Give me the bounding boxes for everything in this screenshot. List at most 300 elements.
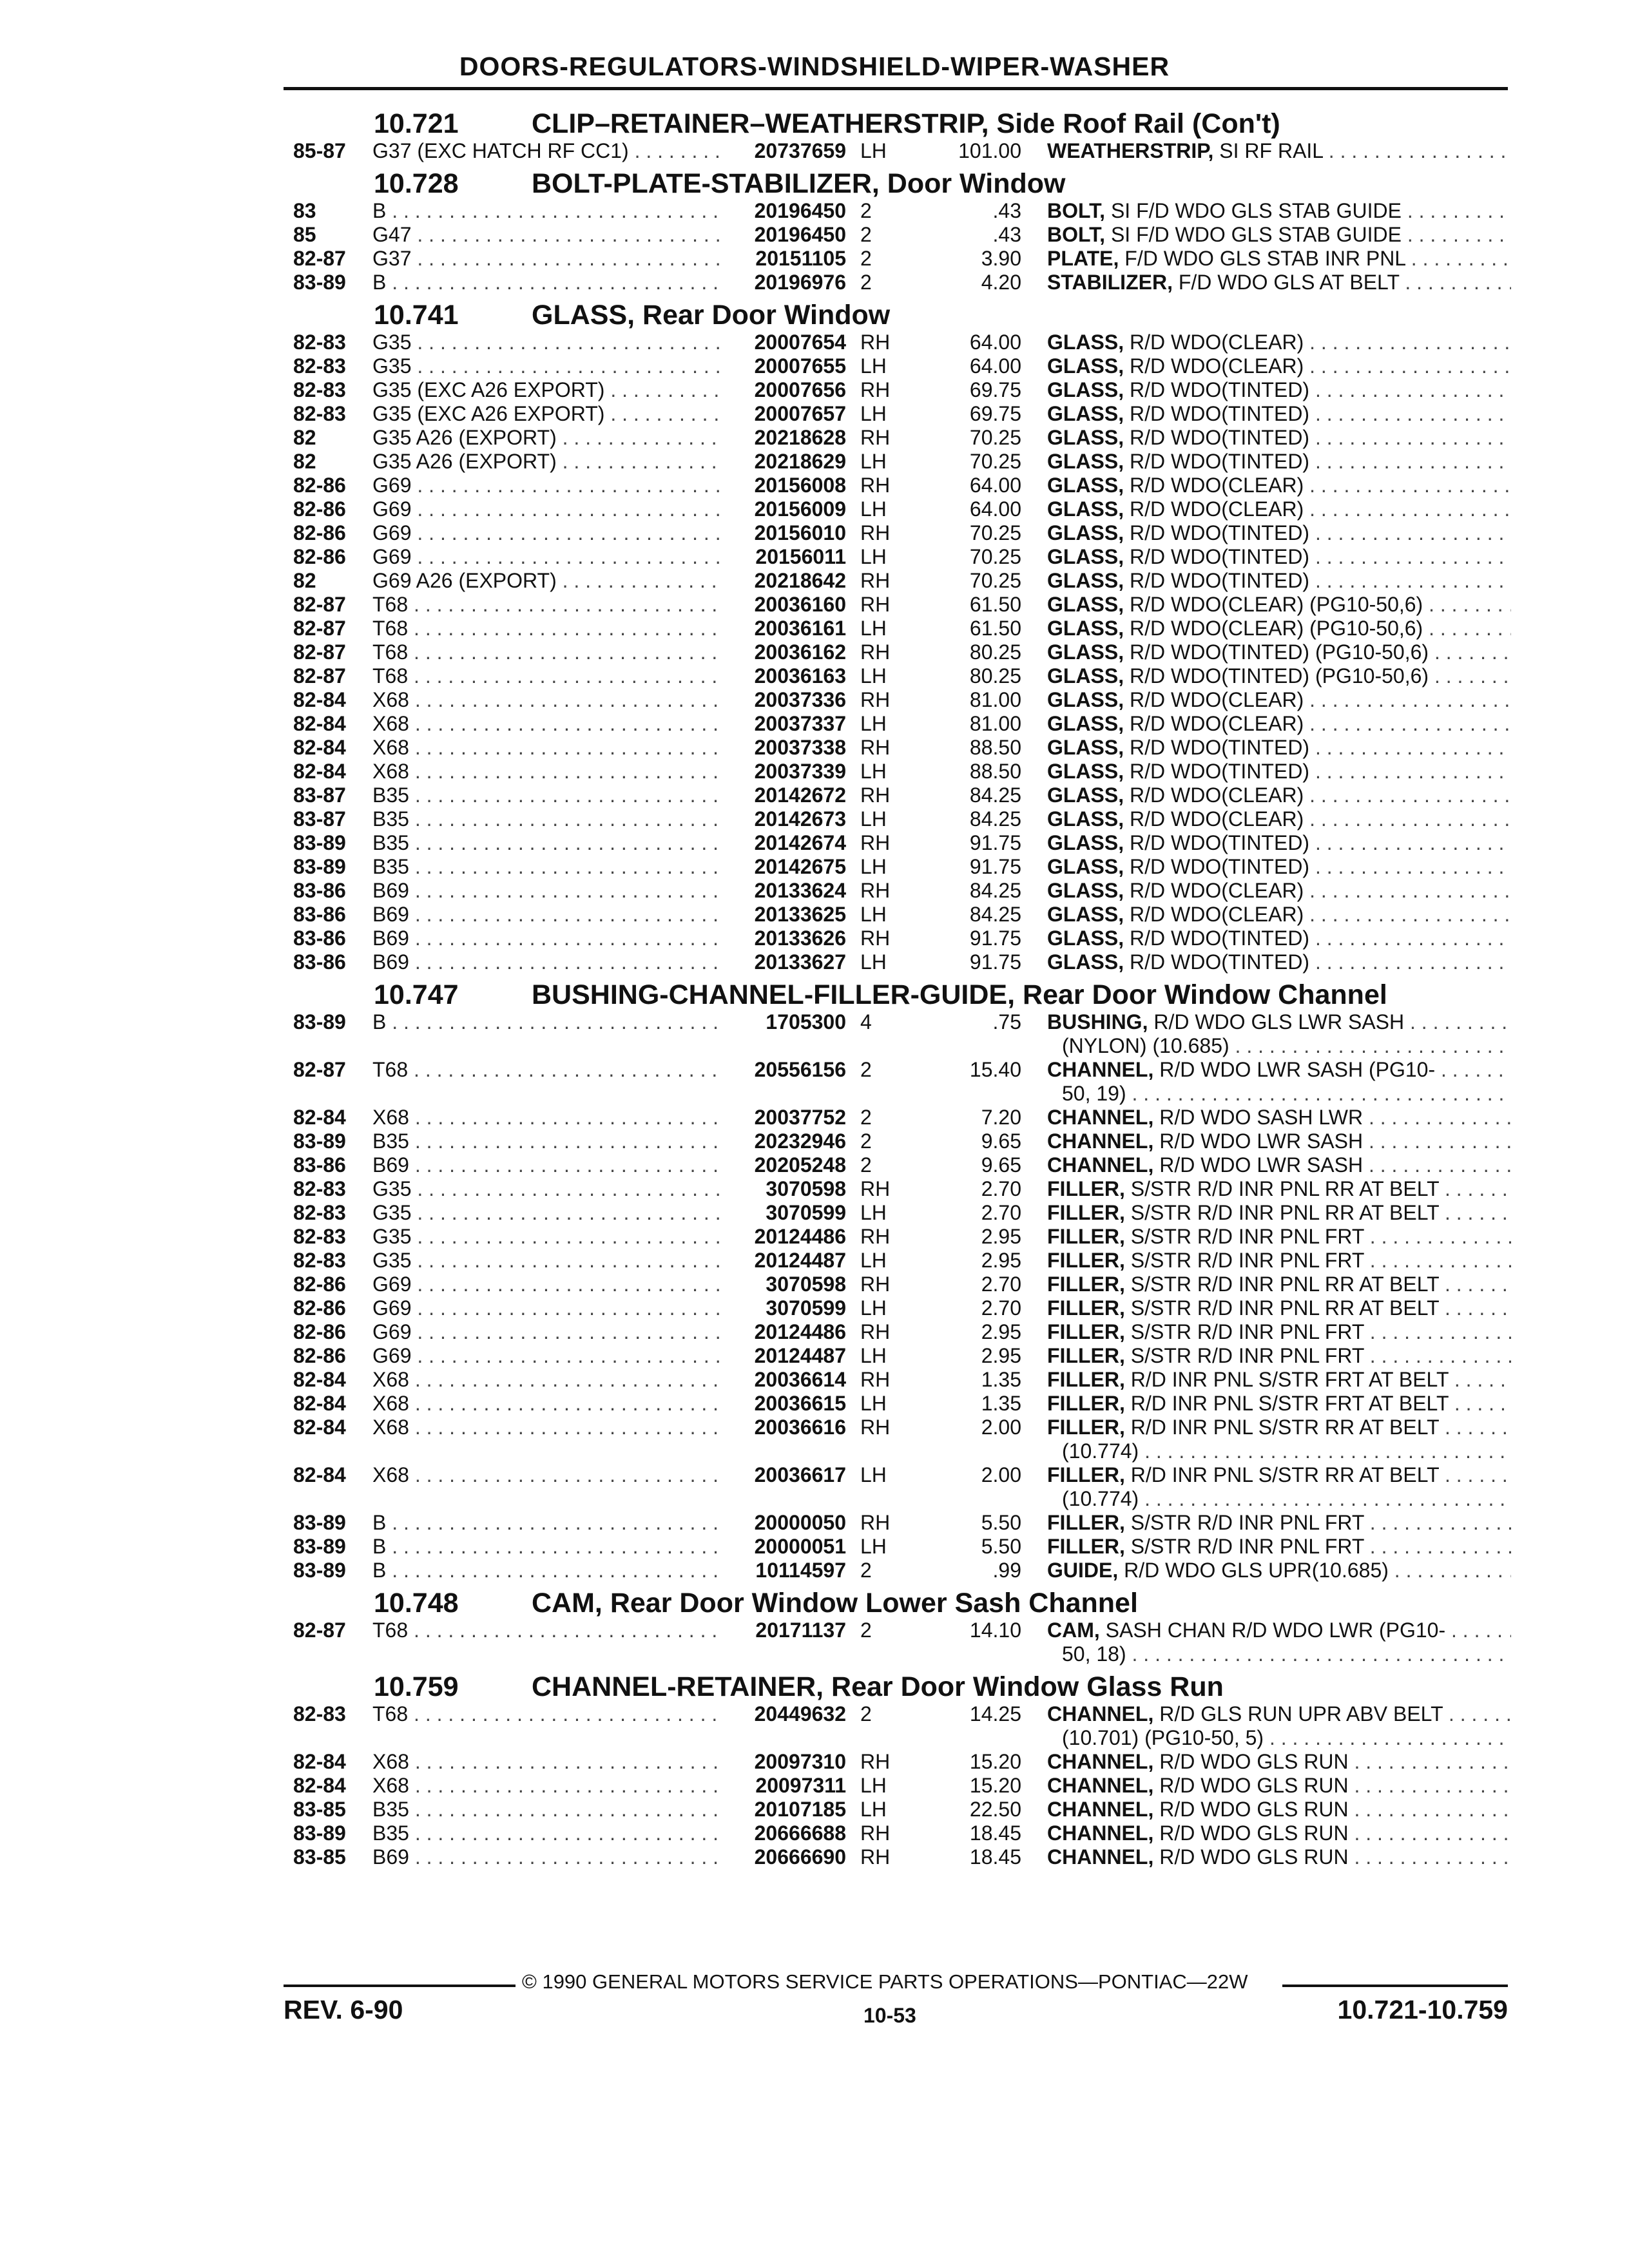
part-number: 20205248 [754,1153,846,1177]
model-years: 82-87 [293,640,346,664]
model-code: G35 . . . [372,1177,720,1201]
model-code: B35 . . . [372,807,720,831]
quantity-side: LH [860,1392,887,1415]
part-number: 20218629 [754,450,846,473]
part-description: WEATHERSTRIP, SI RF RAIL . . . [1047,139,1511,163]
part-description: FILLER, S/STR R/D INR PNL RR AT BELT . . . [1047,1273,1511,1296]
model-code: X68 . . . [372,760,720,783]
part-noun: CHANNEL, [1047,1798,1154,1821]
unit-price: 91.75 [969,950,1021,974]
part-noun: FILLER, [1047,1535,1125,1558]
quantity-side: 2 [860,271,872,294]
quantity-side: RH [860,378,891,401]
model-years: 82-84 [293,1463,346,1486]
quantity-side: LH [860,664,887,687]
quantity-side: LH [860,712,887,735]
quantity-side: RH [860,1845,891,1869]
model-code: G35 . . . [372,331,720,354]
part-number: 20142672 [754,783,846,807]
model-code: B69 . . . [372,950,720,974]
unit-price: 2.70 [981,1177,1021,1200]
header-rule [284,87,1508,90]
part-noun: BUSHING, [1047,1010,1148,1033]
part-number: 20037338 [754,736,846,759]
model-years: 82-86 [293,1320,346,1343]
quantity-side: LH [860,1249,887,1272]
part-description: GLASS, R/D WDO(CLEAR) . . . [1047,354,1511,378]
part-noun: CHANNEL, [1047,1821,1154,1845]
model-code: B . . . [372,1511,720,1535]
quantity-side: LH [860,450,887,473]
quantity-side: RH [860,1750,891,1773]
part-number: 20156010 [754,521,846,544]
model-code: B . . . [372,1010,720,1034]
quantity-side: LH [860,1463,887,1486]
model-years: 82-83 [293,1249,346,1272]
model-years: 83-89 [293,1821,346,1845]
part-noun: GLASS, [1047,760,1124,783]
part-noun: FILLER, [1047,1320,1125,1343]
unit-price: 64.00 [969,354,1021,378]
unit-price: 2.70 [981,1296,1021,1320]
part-description: BUSHING, R/D WDO GLS LWR SASH . . . [1047,1010,1511,1034]
quantity-side: LH [860,354,887,378]
model-code: B . . . [372,1535,720,1559]
part-description: CHANNEL, R/D GLS RUN UPR ABV BELT . . . [1047,1702,1511,1726]
unit-price: 80.25 [969,664,1021,687]
part-number: 20171137 [755,1619,846,1642]
part-noun: FILLER, [1047,1511,1125,1534]
part-noun: BOLT, [1047,199,1106,222]
part-number: 20097311 [755,1774,846,1797]
part-number: 1705300 [766,1010,846,1033]
quantity-side: LH [860,807,887,831]
part-description: BOLT, SI F/D WDO GLS STAB GUIDE . . . [1047,223,1511,247]
footer-copyright: © 1990 GENERAL MOTORS SERVICE PARTS OPERATIONS—PONTIAC—22W [522,1970,1248,1993]
part-noun: GLASS, [1047,903,1124,926]
model-code: X68 . . . [372,688,720,712]
unit-price: 64.00 [969,331,1021,354]
model-code: X68 . . . [372,1416,720,1439]
quantity-side: RH [860,879,891,902]
unit-price: 69.75 [969,402,1021,425]
part-number: 20124486 [754,1225,846,1248]
unit-price: 2.95 [981,1320,1021,1343]
unit-price: 84.25 [969,903,1021,926]
quantity-side: RH [860,640,891,664]
quantity-side: RH [860,783,891,807]
section-number: 10.759 [374,1671,459,1702]
part-description: FILLER, R/D INR PNL S/STR FRT AT BELT . . . [1047,1392,1511,1416]
unit-price: 91.75 [969,927,1021,950]
model-code: G35 . . . [372,1201,720,1225]
part-noun: GLASS, [1047,354,1124,378]
part-number: 20156009 [754,497,846,521]
quantity-side: 2 [860,223,872,246]
model-code: G35 A26 (EXPORT) . . . [372,426,720,450]
footer-rule-left [284,1984,516,1987]
unit-price: 1.35 [981,1368,1021,1391]
part-number: 3070599 [766,1201,846,1224]
quantity-side: RH [860,1511,891,1534]
part-description: GLASS, R/D WDO(CLEAR) . . . [1047,497,1511,521]
part-description: GUIDE, R/D WDO GLS UPR(10.685) . . . [1047,1559,1511,1582]
model-code: B69 . . . [372,1153,720,1177]
part-number: 20037336 [754,688,846,711]
part-number: 20218642 [754,569,846,592]
part-description: GLASS, R/D WDO(TINTED) . . . [1047,521,1511,545]
unit-price: 84.25 [969,879,1021,902]
part-description: GLASS, R/D WDO(TINTED) . . . [1047,426,1511,450]
quantity-side: LH [860,1296,887,1320]
unit-price: 81.00 [969,712,1021,735]
part-number: 20036162 [754,640,846,664]
part-number: 20007654 [754,331,846,354]
model-code: B . . . [372,199,720,223]
model-years: 83-89 [293,1129,346,1153]
part-number: 20196450 [754,223,846,246]
model-code: G69 . . . [372,545,720,569]
model-years: 82-83 [293,354,346,378]
part-noun: GLASS, [1047,879,1124,902]
model-code: B35 . . . [372,1129,720,1153]
quantity-side: LH [860,617,887,640]
model-code: B69 . . . [372,1845,720,1869]
model-years: 83-89 [293,1559,346,1582]
part-description: FILLER, S/STR R/D INR PNL RR AT BELT . . . [1047,1296,1511,1320]
model-years: 85 [293,223,316,246]
part-description: FILLER, R/D INR PNL S/STR FRT AT BELT . . . [1047,1368,1511,1392]
part-description: GLASS, R/D WDO(CLEAR) . . . [1047,712,1511,736]
model-code: T68 . . . [372,1702,720,1726]
quantity-side: 2 [860,1702,872,1725]
unit-price: 101.00 [958,139,1021,162]
model-code: X68 . . . [372,1750,720,1774]
part-description: CHANNEL, R/D WDO GLS RUN . . . [1047,1774,1511,1798]
model-years: 82-84 [293,736,346,759]
unit-price: 2.70 [981,1201,1021,1224]
part-description: GLASS, R/D WDO(CLEAR) . . . [1047,688,1511,712]
quantity-side: 2 [860,1153,872,1177]
part-noun: GLASS, [1047,593,1124,616]
footer-rule-right [1282,1984,1508,1987]
section-title: CLIP–RETAINER–WEATHERSTRIP, Side Roof Rail (Con't) [532,108,1280,139]
model-code: T68 . . . [372,617,720,640]
part-number: 20556156 [754,1058,846,1081]
part-noun: GLASS, [1047,783,1124,807]
model-years: 83-87 [293,783,346,807]
model-code: G35 A26 (EXPORT) . . . [372,450,720,474]
unit-price: 80.25 [969,640,1021,664]
part-number: 10114597 [755,1559,846,1582]
model-years: 82-87 [293,617,346,640]
part-number: 20218628 [754,426,846,449]
part-noun: GLASS, [1047,521,1124,544]
quantity-side: RH [860,1225,891,1248]
part-description: CHANNEL, R/D WDO GLS RUN . . . [1047,1845,1511,1869]
part-number: 20000051 [754,1535,846,1558]
model-years: 82-84 [293,712,346,735]
section-number: 10.721 [374,108,459,139]
part-noun: GUIDE, [1047,1559,1119,1582]
part-noun: GLASS, [1047,545,1124,568]
part-description: GLASS, R/D WDO(TINTED) . . . [1047,736,1511,760]
model-years: 82-86 [293,1344,346,1367]
part-description: GLASS, R/D WDO(CLEAR) . . . [1047,807,1511,831]
part-description: GLASS, R/D WDO(TINTED) (PG10-50,6) . . . [1047,664,1511,688]
quantity-side: RH [860,569,891,592]
unit-price: 61.50 [969,593,1021,616]
model-code: B35 . . . [372,855,720,879]
unit-price: 7.20 [981,1106,1021,1129]
quantity-side: LH [860,1344,887,1367]
model-years: 82-87 [293,593,346,616]
model-years: 82-87 [293,664,346,687]
model-years: 83-89 [293,271,346,294]
part-noun: CHANNEL, [1047,1129,1154,1153]
quantity-side: 4 [860,1010,872,1033]
part-description: FILLER, S/STR R/D INR PNL RR AT BELT . . . [1047,1177,1511,1201]
model-code: G69 . . . [372,1273,720,1296]
part-description: GLASS, R/D WDO(CLEAR) (PG10-50,6) . . . [1047,593,1511,617]
part-description-continued: 50, 18) . . . [1062,1642,1511,1666]
quantity-side: LH [860,402,887,425]
part-number: 20036161 [754,617,846,640]
model-years: 82-84 [293,1774,346,1797]
part-number: 20097310 [754,1750,846,1773]
unit-price: 2.00 [981,1416,1021,1439]
model-years: 83-86 [293,879,346,902]
part-description: CHANNEL, R/D WDO SASH LWR . . . [1047,1106,1511,1129]
part-number: 20133624 [754,879,846,902]
quantity-side: RH [860,521,891,544]
model-years: 82-86 [293,545,346,568]
part-description: FILLER, S/STR R/D INR PNL FRT . . . [1047,1535,1511,1559]
model-years: 82 [293,450,316,473]
part-number: 20007657 [754,402,846,425]
section-title: BOLT-PLATE-STABILIZER, Door Window [532,168,1066,199]
part-noun: GLASS, [1047,617,1124,640]
quantity-side: LH [860,1201,887,1224]
part-noun: GLASS, [1047,736,1124,759]
part-description: CAM, SASH CHAN R/D WDO LWR (PG10- . . . [1047,1619,1511,1642]
unit-price: 2.70 [981,1273,1021,1296]
model-years: 83-89 [293,1010,346,1033]
part-description-continued: 50, 19) . . . [1062,1082,1511,1106]
model-years: 82-86 [293,1273,346,1296]
quantity-side: LH [860,139,887,162]
unit-price: 4.20 [981,271,1021,294]
part-description: GLASS, R/D WDO(CLEAR) (PG10-50,6) . . . [1047,617,1511,640]
part-number: 20007655 [754,354,846,378]
part-noun: GLASS, [1047,664,1124,687]
part-noun: GLASS, [1047,950,1124,974]
model-years: 82-87 [293,1058,346,1081]
unit-price: .43 [992,199,1021,222]
unit-price: 3.90 [981,247,1021,270]
unit-price: 70.25 [969,521,1021,544]
part-description: GLASS, R/D WDO(TINTED) . . . [1047,402,1511,426]
unit-price: 61.50 [969,617,1021,640]
part-description: GLASS, R/D WDO(CLEAR) . . . [1047,331,1511,354]
model-code: X68 . . . [372,1368,720,1392]
part-number: 20666690 [754,1845,846,1869]
quantity-side: LH [860,1774,887,1797]
part-description: GLASS, R/D WDO(TINTED) . . . [1047,760,1511,783]
quantity-side: RH [860,1177,891,1200]
part-description-continued: (10.774) . . . [1062,1487,1511,1511]
unit-price: 2.95 [981,1225,1021,1248]
part-noun: GLASS, [1047,712,1124,735]
part-description: GLASS, R/D WDO(CLEAR) . . . [1047,783,1511,807]
unit-price: 70.25 [969,545,1021,568]
model-years: 82-83 [293,1177,346,1200]
part-number: 20036160 [754,593,846,616]
part-noun: GLASS, [1047,640,1124,664]
unit-price: 70.25 [969,426,1021,449]
part-description: CHANNEL, R/D WDO GLS RUN . . . [1047,1750,1511,1774]
part-description: GLASS, R/D WDO(CLEAR) . . . [1047,474,1511,497]
section-title: CHANNEL-RETAINER, Rear Door Window Glass Run [532,1671,1224,1702]
quantity-side: LH [860,903,887,926]
model-code: T68 . . . [372,640,720,664]
model-years: 83-89 [293,1535,346,1558]
unit-price: 15.20 [969,1750,1021,1773]
section-title: CAM, Rear Door Window Lower Sash Channel [532,1588,1138,1619]
model-years: 82-86 [293,521,346,544]
part-noun: CHANNEL, [1047,1750,1154,1773]
unit-price: 70.25 [969,450,1021,473]
model-years: 82-84 [293,1750,346,1773]
unit-price: 69.75 [969,378,1021,401]
model-years: 82-84 [293,1106,346,1129]
part-number: 20000050 [754,1511,846,1534]
part-noun: FILLER, [1047,1463,1125,1486]
quantity-side: LH [860,855,887,878]
model-code: G35 . . . [372,1225,720,1249]
part-noun: FILLER, [1047,1273,1125,1296]
model-years: 82-83 [293,378,346,401]
quantity-side: RH [860,1821,891,1845]
part-noun: GLASS, [1047,855,1124,878]
section-title: GLASS, Rear Door Window [532,300,891,331]
model-years: 82-83 [293,1225,346,1248]
unit-price: 9.65 [981,1153,1021,1177]
model-years: 82-86 [293,1296,346,1320]
model-code: G37 (EXC HATCH RF CC1) . . . [372,139,720,163]
part-noun: CAM, [1047,1619,1100,1642]
model-code: B . . . [372,271,720,294]
model-code: G69 . . . [372,1296,720,1320]
part-number: 20124487 [754,1344,846,1367]
model-years: 82-87 [293,1619,346,1642]
part-noun: FILLER, [1047,1177,1125,1200]
part-noun: FILLER, [1047,1416,1125,1439]
part-noun: GLASS, [1047,497,1124,521]
model-code: G69 . . . [372,1344,720,1368]
section-number: 10.747 [374,979,459,1010]
model-code: X68 . . . [372,1106,720,1129]
model-code: X68 . . . [372,736,720,760]
part-description: GLASS, R/D WDO(TINTED) . . . [1047,855,1511,879]
part-description: FILLER, S/STR R/D INR PNL FRT . . . [1047,1249,1511,1273]
model-years: 83-86 [293,903,346,926]
part-number: 20036615 [754,1392,846,1415]
quantity-side: RH [860,426,891,449]
model-code: B69 . . . [372,903,720,927]
quantity-side: RH [860,593,891,616]
model-code: B35 . . . [372,783,720,807]
model-years: 83-89 [293,855,346,878]
model-years: 82-84 [293,1368,346,1391]
part-noun: STABILIZER, [1047,271,1173,294]
part-description: GLASS, R/D WDO(TINTED) . . . [1047,927,1511,950]
part-description: GLASS, R/D WDO(CLEAR) . . . [1047,903,1511,927]
model-code: G35 (EXC A26 EXPORT) . . . [372,402,720,426]
model-years: 83-85 [293,1845,346,1869]
part-description: GLASS, R/D WDO(TINTED) . . . [1047,950,1511,974]
unit-price: 2.95 [981,1344,1021,1367]
part-number: 20107185 [754,1798,846,1821]
unit-price: 88.50 [969,736,1021,759]
part-number: 20133627 [754,950,846,974]
part-description: FILLER, S/STR R/D INR PNL FRT . . . [1047,1225,1511,1249]
part-noun: GLASS, [1047,378,1124,401]
quantity-side: 2 [860,1129,872,1153]
quantity-side: LH [860,545,887,568]
model-code: B . . . [372,1559,720,1582]
part-description: GLASS, R/D WDO(TINTED) . . . [1047,831,1511,855]
model-code: G35 . . . [372,354,720,378]
footer-page-number: 10-53 [863,2004,916,2027]
part-description: CHANNEL, R/D WDO LWR SASH (PG10- . . . [1047,1058,1511,1082]
part-description: FILLER, R/D INR PNL S/STR RR AT BELT . . . [1047,1463,1511,1487]
model-years: 82-83 [293,1201,346,1224]
unit-price: 15.20 [969,1774,1021,1797]
part-number: 3070598 [766,1273,846,1296]
unit-price: 84.25 [969,783,1021,807]
model-code: G69 . . . [372,1320,720,1344]
part-noun: FILLER, [1047,1225,1125,1248]
part-noun: GLASS, [1047,426,1124,449]
model-years: 82-83 [293,402,346,425]
unit-price: 18.45 [969,1821,1021,1845]
part-number: 20156011 [755,545,846,568]
quantity-side: 2 [860,1058,872,1081]
part-number: 20036617 [754,1463,846,1486]
model-years: 83-86 [293,1153,346,1177]
part-number: 20196976 [754,271,846,294]
quantity-side: LH [860,497,887,521]
part-noun: GLASS, [1047,688,1124,711]
part-number: 3070599 [766,1296,846,1320]
unit-price: 70.25 [969,569,1021,592]
model-code: B69 . . . [372,927,720,950]
unit-price: .75 [992,1010,1021,1033]
part-noun: GLASS, [1047,807,1124,831]
unit-price: 81.00 [969,688,1021,711]
model-code: B35 . . . [372,1821,720,1845]
part-noun: GLASS, [1047,927,1124,950]
part-noun: FILLER, [1047,1249,1125,1272]
part-noun: GLASS, [1047,474,1124,497]
quantity-side: RH [860,927,891,950]
unit-price: 91.75 [969,855,1021,878]
part-number: 20037337 [754,712,846,735]
part-description: GLASS, R/D WDO(CLEAR) . . . [1047,879,1511,903]
part-noun: FILLER, [1047,1296,1125,1320]
model-years: 83-85 [293,1798,346,1821]
